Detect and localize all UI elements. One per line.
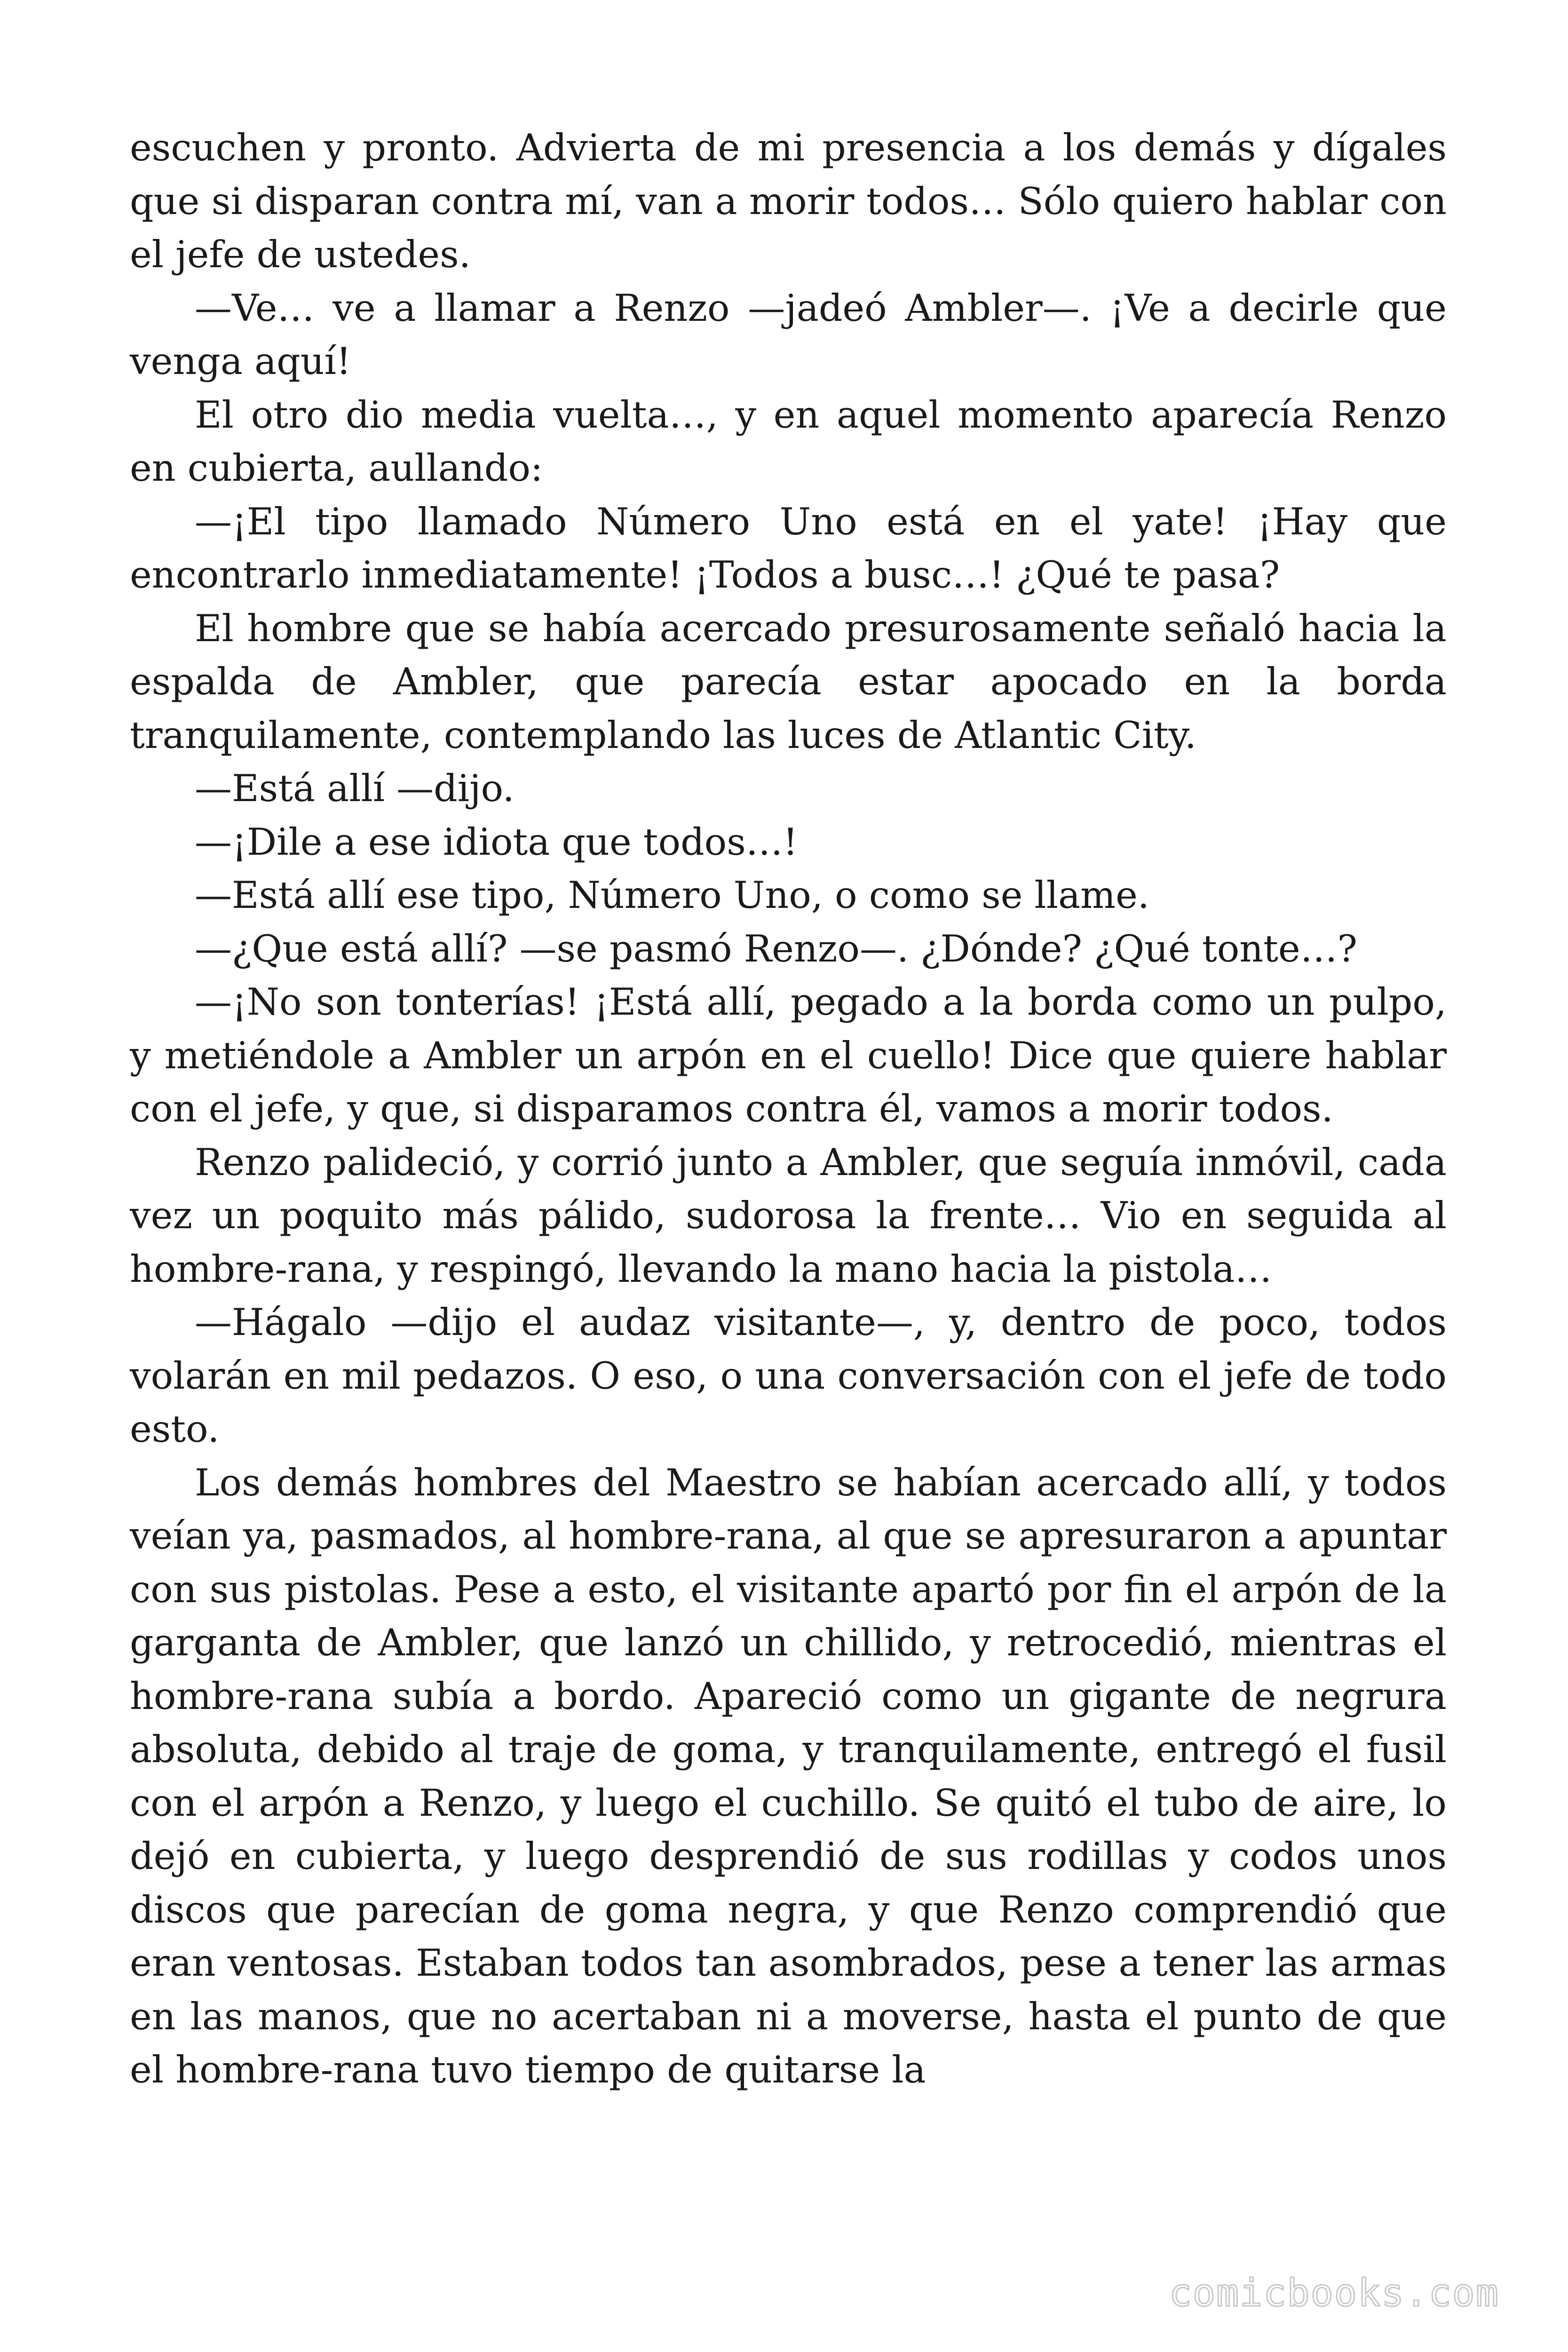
paragraph: —Está allí ese tipo, Número Uno, o como se llame. <box>195 874 1149 917</box>
paragraph: —Está allí —dijo. <box>195 767 515 810</box>
paragraph: —¡No son tonterías! ¡Está allí, pegado a la borda como un pulpo, y metiéndole a Ambler un arpón en el cuello! Dice que quiere hablar con el jefe, y que, si disparamos contra él, vamos a morir todos. <box>130 980 1447 1130</box>
paragraph: —¡Dile a ese idiota que todos…! <box>195 820 798 864</box>
watermark: comicbooks.com <box>1169 2271 1499 2315</box>
paragraph: Renzo palideció, y corrió junto a Ambler, que seguía inmóvil, cada vez un poquito más pálido, sudorosa la frente… Vio en seguida al hombre-rana, y respingó, llevando la mano hacia la pistola… <box>130 1140 1447 1291</box>
paragraph: —Ve… ve a llamar a Renzo —jadeó Ambler—. ¡Ve a decirle que venga aquí! <box>130 286 1447 383</box>
paragraph: Los demás hombres del Maestro se habían acercado allí, y todos veían ya, pasmados, al hombre-rana, al que se apresuraron a apuntar con sus pistolas. Pese a esto, el visitante apartó por fin el arpón de la garganta de Ambler, que lanzó un chillido, y retrocedió, mientras el hombre-rana subía a bordo. Apareció como un gigante de negrura absoluta, debido al traje de goma, y tranquilamente, entregó el fusil con el arpón a Renzo, y luego el cuchillo. Se quitó el tubo de aire, lo dejó en cubierta, y luego desprendió de sus rodillas y codos unos discos que parecían de goma negra, y que Renzo comprendió que eran ventosas. Estaban todos tan asombrados, pese a tener las armas en las manos, que no acertaban ni a moverse, hasta el punto de que el hombre-rana tuvo tiempo de quitarse la <box>130 1461 1447 2091</box>
paragraph: —¿Que está allí? —se pasmó Renzo—. ¿Dónde? ¿Qué tonte…? <box>195 927 1358 970</box>
paragraph: —Hágalo —dijo el audaz visitante—, y, dentro de poco, todos volarán en mil pedazos. O eso, o una conversación con el jefe de todo esto. <box>130 1301 1447 1451</box>
paragraph: El hombre que se había acercado presurosamente señaló hacia la espalda de Ambler, que parecía estar apocado en la borda tranquilamente, contemplando las luces de Atlantic City. <box>130 606 1447 757</box>
paragraph: El otro dio media vuelta…, y en aquel momento aparecía Renzo en cubierta, aullando: <box>130 393 1447 490</box>
paragraph: escuchen y pronto. Advierta de mi presencia a los demás y dígales que si disparan contra mí, van a morir todos… Sólo quiero hablar con el jefe de ustedes. <box>130 126 1447 276</box>
paragraph: —¡El tipo llamado Número Uno está en el yate! ¡Hay que encontrarlo inmediatamente! ¡Todos a busc…! ¿Qué te pasa? <box>130 500 1447 596</box>
body-text <box>130 121 1447 2097</box>
